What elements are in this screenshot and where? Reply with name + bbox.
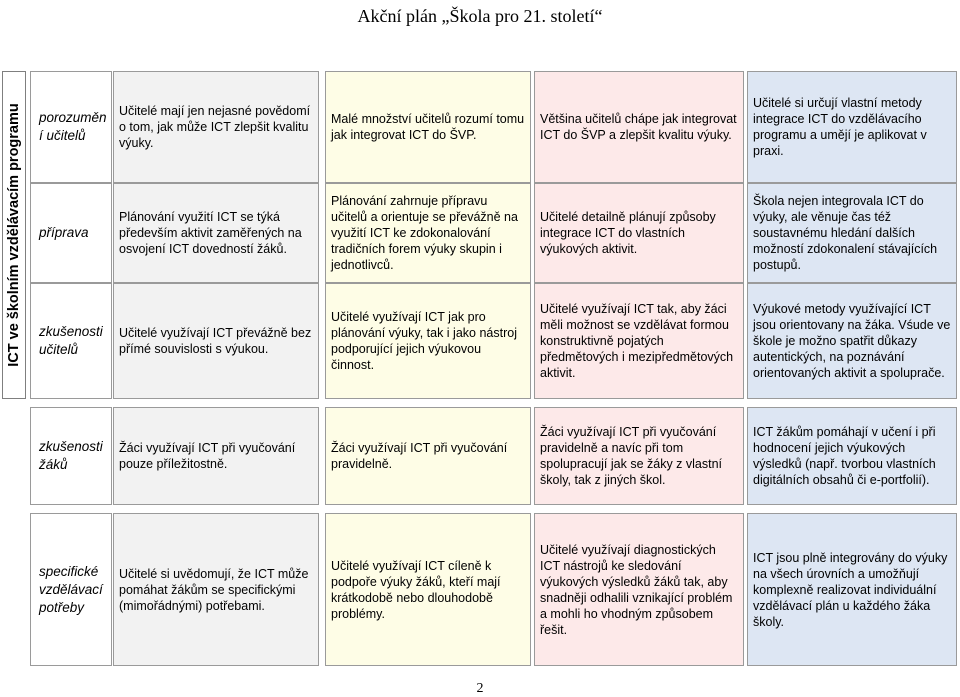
cell-specificke-potreby-level3: Učitelé využívají diagnostických ICT nástrojů ke sledování výukových výsledků žáků tak, aby snadněji odhalili vznikající problém a mohli ho vhodným způsobem řešit. [534,513,744,666]
cell-specificke-potreby-level2: Učitelé využívají ICT cíleně k podpoře výuky žáků, kteří mají krátkodobě nebo dlouhodobě problémy. [325,513,531,666]
cell-specificke-potreby-level4: ICT jsou plně integrovány do výuky na všech úrovních a umožňují komplexně realizovat individuální vzdělávací plán u každého žáka školy. [747,513,957,666]
cell-zkusenosti-zaku-level3: Žáci využívají ICT při vyučování pravidelně a navíc při tom spolupracují jak se žáky z vlastní školy, tak z jiných škol. [534,407,744,505]
page-number: 2 [476,681,484,696]
cell-priprava-level4: Škola nejen integrovala ICT do výuky, ale věnuje čas též soustavnému hledání dalších možností zdokonalení stávajících postupů. [747,183,957,283]
row-label-zkusenosti-ucitelu: zkušenosti učitelů [30,283,112,399]
cell-porozumeni-level2: Malé množství učitelů rozumí tomu jak integrovat ICT do ŠVP. [325,71,531,183]
cell-porozumeni-level3: Většina učitelů chápe jak integrovat ICT do ŠVP a zlepšit kvalitu výuky. [534,71,744,183]
cell-porozumeni-level1: Učitelé mají jen nejasné povědomí o tom, jak může ICT zlepšit kvalitu výuky. [113,71,319,183]
section-side-label [2,71,26,399]
cell-porozumeni-level4: Učitelé si určují vlastní metody integrace ICT do vzdělávacího programu a umějí je aplikovat v praxi. [747,71,957,183]
cell-specificke-potreby-level1: Učitelé si uvědomují, že ICT může pomáhat žákům se specifickými (mimořádnými) potřebami. [113,513,319,666]
cell-priprava-level3: Učitelé detailně plánují způsoby integrace ICT do vlastních výukových aktivit. [534,183,744,283]
cell-zkusenosti-ucitelu-level1: Učitelé využívají ICT převážně bez přímé souvislosti s výukou. [113,283,319,399]
row-label-zkusenosti-zaku: zkušenosti žáků [30,407,112,505]
cell-zkusenosti-ucitelu-level4: Výukové metody využívající ICT jsou orientovany na žáka. Vśude ve škole je možno spatřit důkazy autentických, na poznávání orientovaných aktivit a spoluprače. [747,283,957,399]
cell-zkusenosti-ucitelu-level3: Učitelé využívají ICT tak, aby žáci měli možnost se vzdělávat formou konstruktivně pojatých předmětových i mezipředmětových aktivit. [534,283,744,399]
side-label-text: ICT ve školním vzdělávacím programu [6,103,22,367]
cell-zkusenosti-zaku-level4: ICT žákům pomáhají v učení i při hodnocení jejich výukových výsledků (např. tvorbou vlastních digitálních obsahů či e-portfolií). [747,407,957,505]
cell-zkusenosti-zaku-level1: Žáci využívají ICT při vyučování pouze příležitostně. [113,407,319,505]
row-label-porozumeni: porozuměn í učitelů [30,71,112,183]
row-label-priprava: příprava [30,183,112,283]
cell-zkusenosti-ucitelu-level2: Učitelé využívají ICT jak pro plánování výuky, tak i jako nástroj podporující jejich výukovou činnost. [325,283,531,399]
row-label-specificke-potreby: specifické vzdělávací potřeby [30,513,112,666]
cell-priprava-level1: Plánování využití ICT se týká především aktivit zaměřených na osvojení ICT dovedností žáků. [113,183,319,283]
document-title: Akční plán „Škola pro 21. století“ [357,6,603,26]
cell-priprava-level2: Plánování zahrnuje přípravu učitelů a orientuje se převážně na využití ICT ke zdokonalování tradičních forem výuky skupin i jednotlivců. [325,183,531,283]
cell-zkusenosti-zaku-level2: Žáci využívají ICT při vyučování pravidelně. [325,407,531,505]
